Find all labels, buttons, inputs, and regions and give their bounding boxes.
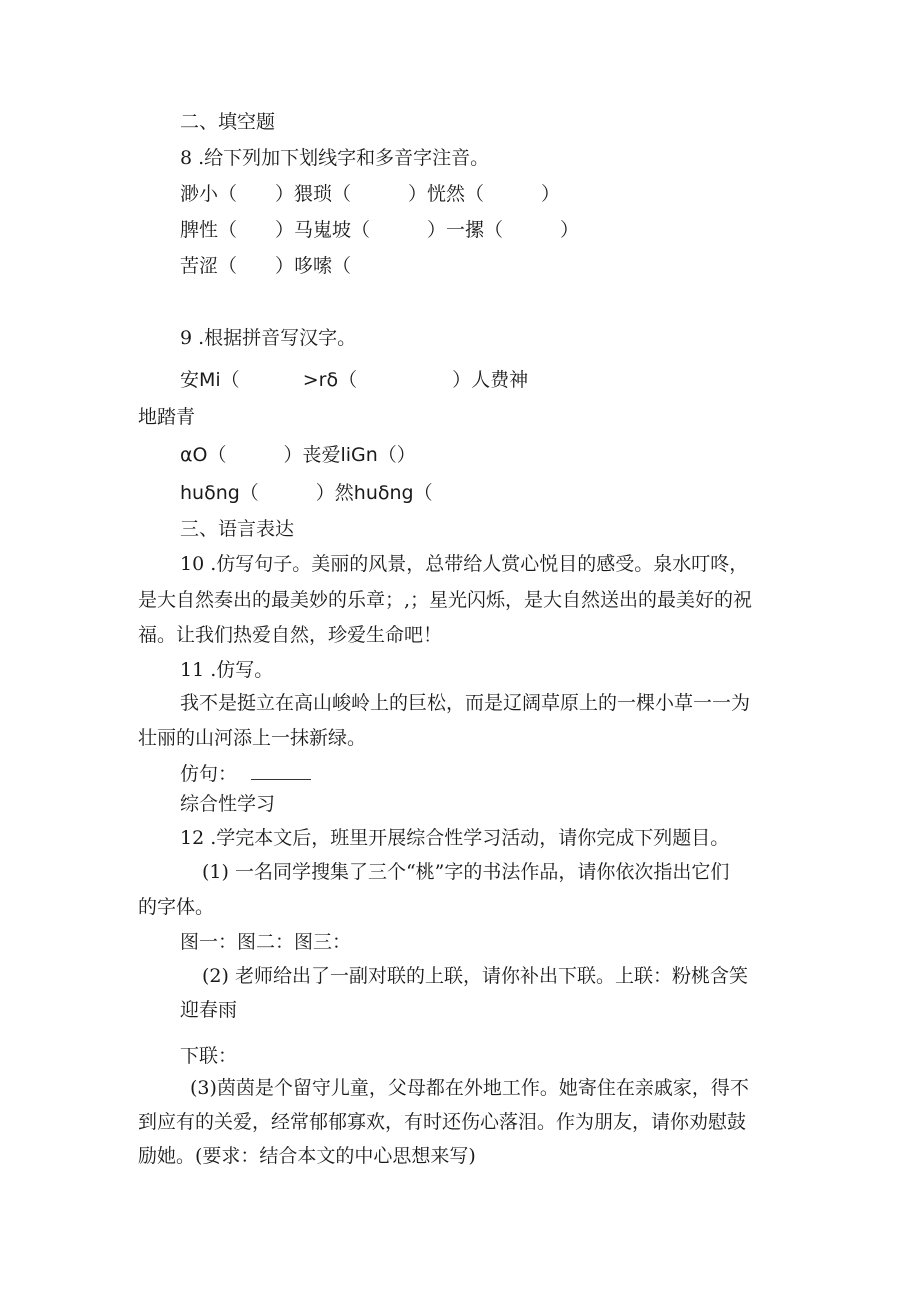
question-10-line-1: 10 .仿写句子。美丽的风景，总带给人赏心悦目的感受。泉水叮咚， [180, 553, 749, 575]
integrated-learning-heading: 综合性学习 [180, 793, 276, 815]
question-9-row-3: αO（ ）丧爱liGn（） [180, 444, 416, 466]
question-12-part-3-line-3: 励她。(要求：结合本文的中心思想来写) [138, 1145, 476, 1167]
question-10-line-3: 福。让我们热爱自然，珍爱生命吧！ [138, 624, 443, 646]
question-9-row-4: huδng（ ）然huδng（ [180, 482, 433, 504]
question-8-row-2: 脾性（ ）马嵬坡（ ）一摞（ ） [180, 219, 580, 241]
answer-label: 仿句： [180, 763, 238, 785]
question-8-row-3: 苦涩（ ）哆嗦（ [180, 255, 352, 277]
section-three-heading: 三、语言表达 [180, 518, 295, 540]
question-10-line-2: 是大自然奏出的最美妙的乐章；,；星光闪烁，是大自然送出的最美好的祝 [138, 589, 753, 611]
question-12-prompt: 12 .学完本文后，班里开展综合性学习活动，请你完成下列题目。 [180, 827, 730, 849]
question-12-part-2-line-1: (2) 老师给出了一副对联的上联，请你补出下联。上联：粉桃含笑 [202, 965, 748, 987]
question-9-prompt: 9 .根据拼音写汉字。 [180, 327, 357, 349]
question-12-part-3-line-1: (3)茵茵是个留守儿童，父母都在外地工作。她寄住在亲戚家，得不 [190, 1077, 749, 1099]
question-11-line-1: 我不是挺立在高山峻岭上的巨松，而是辽阔草原上的一棵小草一一为 [180, 692, 751, 714]
lower-couplet-label: 下联： [180, 1045, 238, 1067]
question-8-prompt: 8 .给下列加下划线字和多音字注音。 [180, 147, 490, 169]
question-12-part-2-line-2: 迎春雨 [180, 999, 238, 1021]
question-12-part-1-line-1: (1) 一名同学搜集了三个“桃”字的书法作品，请你依次指出它们 [202, 861, 730, 883]
question-11-line-2: 壮丽的山河添上一抹新绿。 [138, 727, 367, 749]
question-9-row-2: 地踏青 [138, 406, 196, 428]
question-11-answer [180, 761, 311, 786]
section-two-heading: 二、填空题 [180, 111, 276, 133]
question-12-figure-labels: 图一：图二：图三： [180, 931, 352, 953]
answer-blank[interactable] [251, 761, 311, 780]
question-12-part-3-line-2: 到应有的关爱，经常郁郁寡欢，有时还伤心落泪。作为朋友，请你劝慰鼓 [138, 1111, 747, 1133]
question-8-row-1: 渺小（ ）猥琐（ ）恍然（ ） [180, 183, 561, 205]
question-9-row-1: 安Mi（ >rδ（ ）人费神 [180, 369, 529, 391]
question-11-prompt: 11 .仿写。 [180, 659, 274, 681]
question-12-part-1-line-2: 的字体。 [138, 896, 215, 918]
